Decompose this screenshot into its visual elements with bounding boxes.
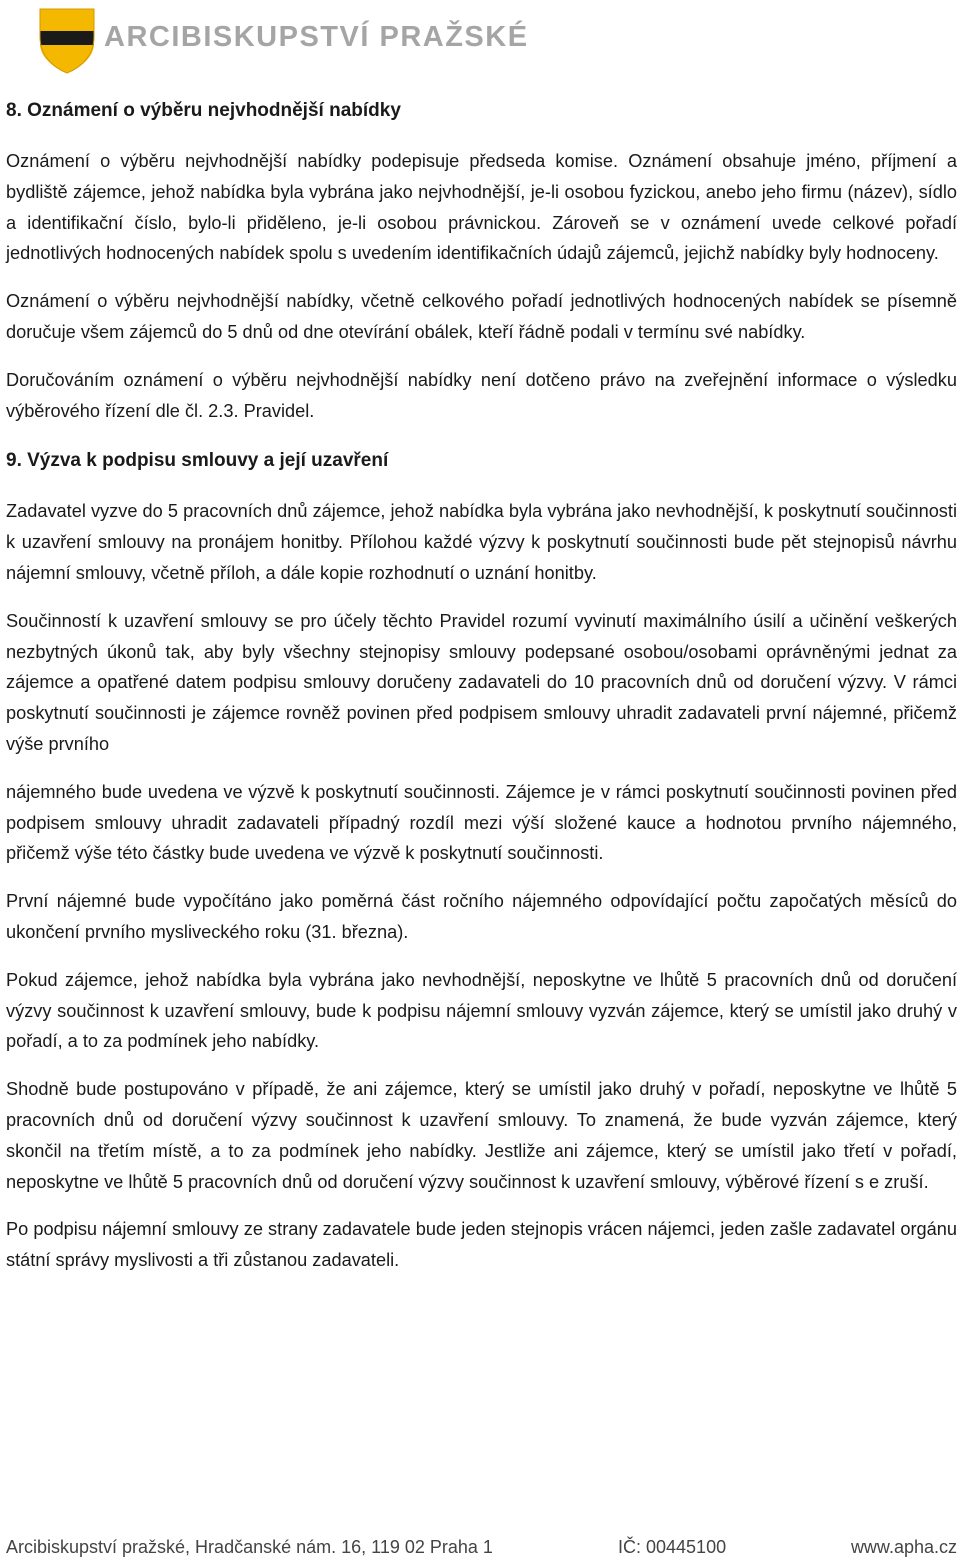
paragraph: nájemného bude uvedena ve výzvě k poskytnutí součinnosti. Zájemce je v rámci poskytnutí součinnosti povinen před podpisem smlouvy uhradit zadavateli případný rozdíl mezi výší složené kauce a hodnotou prvního nájemného, přičemž výše této částky bude uvedena ve výzvě k poskytnutí součinnosti. <box>6 781 957 864</box>
footer-ico: IČ: 00445100 <box>618 1537 727 1557</box>
paragraph: Shodně bude postupováno v případě, že ani zájemce, který se umístil jako druhý v pořadí, neposkytne ve lhůtě 5 pracovních dnů od doručení výzvy součinnost k uzavření smlouvy. To znamená, že bude vyzván zájemce, který skončil na třetím místě, a to za podmínek jeho nabídky. Jestliže ani zájemce, který se umístil jako třetí v pořadí, neposkytne ve lhůtě 5 pracovních dnů od doručení výzvy součinnost k uzavření smlouvy, výběrové řízení s e zruší. <box>6 1079 957 1192</box>
archdiocese-shield-icon <box>38 7 96 75</box>
footer-address: Arcibiskupství pražské, Hradčanské nám. 16, 119 02 Praha 1 <box>6 1537 493 1557</box>
paragraph: Doručováním oznámení o výběru nejvhodnější nabídky není dotčeno právo na zveřejnění informace o výsledku výběrového řízení dle čl. 2.3. Pravidel. <box>6 369 957 421</box>
paragraph: Oznámení o výběru nejvhodnější nabídky, včetně celkového pořadí jednotlivých hodnocených nabídek se písemně doručuje všem zájemců do 5 dnů od dne otevírání obálek, kteří řádně podali v termínu své nabídky. <box>6 291 957 342</box>
paragraph: Součinností k uzavření smlouvy se pro účely těchto Pravidel rozumí vyvinutí maximálního úsilí a učinění veškerých nezbytných úkonů tak, aby byly všechny stejnopisy smlouvy podepsané osobou/osobami oprávněnými jednat za zájemce a opatřené datem podpisu smlouvy doručeny zadavateli do 10 pracovních dnů od doručení výzvy. V rámci poskytnutí součinnosti je zájemce rovněž povinen před podpisem smlouvy uhradit zadavateli první nájemné, přičemž výše prvního <box>6 610 957 754</box>
page-header <box>38 6 529 76</box>
page-footer <box>6 1537 957 1563</box>
logo-text: ARCIBISKUPSTVÍ PRAŽSKÉ <box>104 20 529 53</box>
paragraph: Po podpisu nájemní smlouvy ze strany zadavatele bude jeden stejnopis vrácen nájemci, jeden zašle zadavatel orgánu státní správy myslivosti a tři zůstanou zadavateli. <box>6 1219 957 1271</box>
paragraph: První nájemné bude vypočítáno jako poměrná část ročního nájemného odpovídající počtu započatých měsíců do ukončení prvního mysliveckého roku (31. března). <box>6 891 957 942</box>
footer-website: www.apha.cz <box>850 1537 957 1557</box>
paragraph: Zadavatel vyzve do 5 pracovních dnů zájemce, jehož nabídka byla vybrána jako nevhodnější, k poskytnutí součinnosti k uzavření smlouvy na pronájem honitby. Přílohou každé výzvy k poskytnutí součinnosti bude pět stejnopisů návrhu nájemní smlouvy, včetně příloh, a dále kopie rozhodnutí o uznání honitby. <box>6 501 957 583</box>
document-body <box>6 96 957 1293</box>
section-heading: 9. Výzva k podpisu smlouvy a její uzavření <box>6 450 389 472</box>
paragraph: Oznámení o výběru nejvhodnější nabídky podepisuje předseda komise. Oznámení obsahuje jméno, příjmení a bydliště zájemce, jehož nabídka byla vybrána jako nejvhodnější, je-li osobou fyzickou, anebo jeho firmu (název), sídlo a identifikační číslo, bylo-li přiděleno, je-li osobou právnickou. Zároveň se v oznámení uvede celkové pořadí jednotlivých hodnocených nabídek spolu s uvedením identifikačních údajů zájemců, jejichž nabídky byly hodnoceny. <box>6 151 957 264</box>
section-heading: 8. Oznámení o výběru nejvhodnější nabídky <box>6 100 401 121</box>
paragraph: Pokud zájemce, jehož nabídka byla vybrána jako nevhodnější, neposkytne ve lhůtě 5 pracovních dnů od doručení výzvy součinnost k uzavření smlouvy, bude k podpisu nájemní smlouvy vyzván zájemce, který se umístil jako druhý v pořadí, a to za podmínek jeho nabídky. <box>6 969 957 1052</box>
